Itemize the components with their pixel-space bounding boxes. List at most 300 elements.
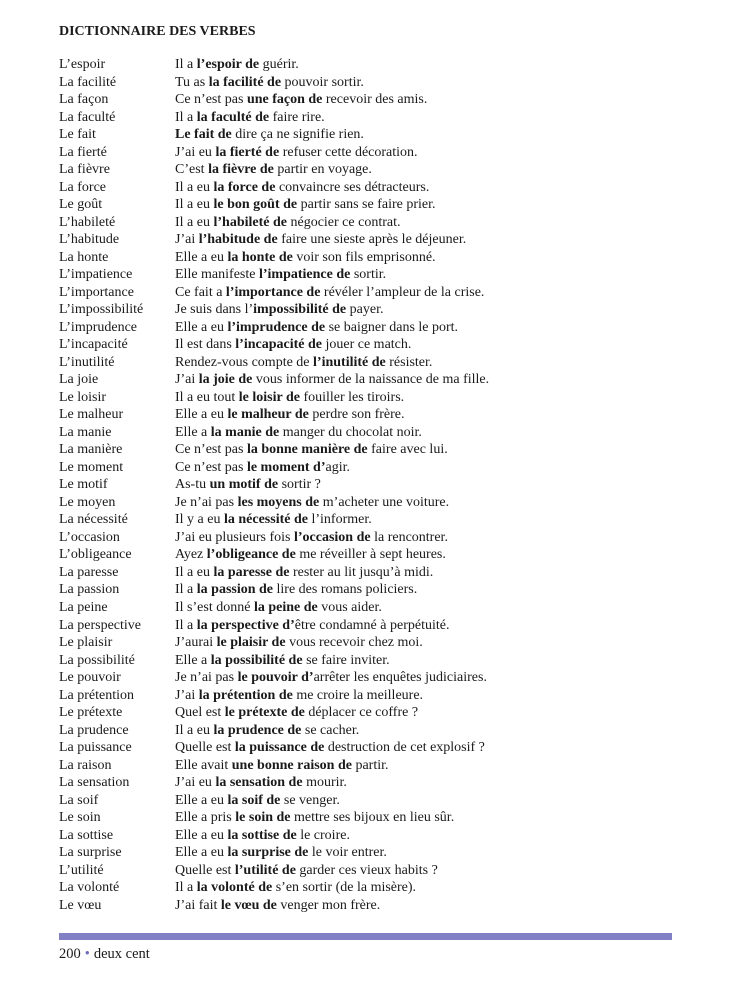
example-text: Quel est xyxy=(175,705,225,721)
example-text: Il y a eu xyxy=(175,512,224,528)
example-text: Il a xyxy=(175,109,197,125)
example-text: être condamné à perpétuité. xyxy=(294,617,450,633)
entry-row xyxy=(59,161,699,179)
entry-example xyxy=(175,214,699,232)
example-text: Il a xyxy=(175,880,197,896)
entry-row xyxy=(59,406,699,424)
example-text: le croire. xyxy=(296,827,350,843)
example-key-phrase: la perspective d’ xyxy=(196,617,295,633)
footer-bullet: • xyxy=(84,946,90,962)
example-text: Je n’ai pas xyxy=(175,670,238,686)
entry-term: La surprise xyxy=(59,845,122,861)
example-text: Il a xyxy=(175,582,197,598)
entry-row xyxy=(59,844,699,862)
example-key-phrase: la prudence de xyxy=(213,722,302,738)
example-key-phrase: le moment d’ xyxy=(246,459,326,475)
example-text: résister. xyxy=(385,354,433,370)
entry-example xyxy=(175,511,699,529)
example-text: J’aurai xyxy=(175,635,217,651)
entry-example xyxy=(175,617,699,635)
entry-row xyxy=(59,564,699,582)
entry-row xyxy=(59,126,699,144)
page-footer xyxy=(59,946,150,963)
example-text: rester au lit jusqu’à midi. xyxy=(289,564,434,580)
example-text: Elle a eu xyxy=(175,827,228,843)
entry-term: L’importance xyxy=(59,284,134,300)
example-key-phrase: la joie de xyxy=(198,372,253,388)
example-text: C’est xyxy=(175,162,209,178)
entry-example xyxy=(175,441,699,459)
entry-row xyxy=(59,354,699,372)
example-key-phrase: la bonne manière de xyxy=(246,442,368,458)
example-text: manger du chocolat noir. xyxy=(279,424,422,440)
example-text: Elle a eu xyxy=(175,249,228,265)
entry-example xyxy=(175,109,699,127)
entry-term: L’habitude xyxy=(59,232,120,248)
entry-term: La paresse xyxy=(59,564,119,580)
example-text: Il est dans xyxy=(175,337,236,353)
entry-example xyxy=(175,722,699,740)
entry-row xyxy=(59,827,699,845)
example-text: destruction de cet explosif ? xyxy=(324,740,485,756)
entry-term: L’espoir xyxy=(59,57,106,72)
example-text: déplacer ce coffre ? xyxy=(304,705,419,721)
example-text: J’ai eu xyxy=(175,775,216,791)
entry-example xyxy=(175,827,699,845)
example-text: Quelle est xyxy=(175,862,235,878)
entry-example xyxy=(175,126,699,144)
entry-row xyxy=(59,56,699,74)
entry-row xyxy=(59,599,699,617)
example-key-phrase: la honte de xyxy=(227,249,293,265)
example-key-phrase: la surprise de xyxy=(227,845,309,861)
entry-term: La raison xyxy=(59,757,112,773)
entry-term: La puissance xyxy=(59,740,132,756)
example-key-phrase: l’utilité de xyxy=(234,862,296,878)
example-key-phrase: l’importance de xyxy=(225,284,321,300)
example-key-phrase: l’occasion de xyxy=(293,529,371,545)
entry-row xyxy=(59,862,699,880)
entry-example xyxy=(175,231,699,249)
example-text: arrêter les enquêtes judiciaires. xyxy=(313,670,487,686)
example-text: J’ai eu xyxy=(175,144,216,160)
entry-row xyxy=(59,617,699,635)
example-text: me réveiller à sept heures. xyxy=(295,547,446,563)
example-text: vous informer de la naissance de ma fille. xyxy=(252,372,490,388)
example-text: Ce n’est pas xyxy=(175,442,247,458)
example-key-phrase: la facilité de xyxy=(208,74,282,90)
entry-term: L’occasion xyxy=(59,529,120,545)
entry-example xyxy=(175,529,699,547)
example-text: Il a eu tout xyxy=(175,389,239,405)
entry-term: La manière xyxy=(59,442,123,458)
example-text: Ayez xyxy=(175,547,207,563)
entry-term: Le prétexte xyxy=(59,705,123,721)
example-text: Il a eu xyxy=(175,197,214,213)
example-key-phrase: la faculté de xyxy=(196,109,270,125)
entry-term: La façon xyxy=(59,92,109,108)
entry-example xyxy=(175,809,699,827)
entry-row xyxy=(59,214,699,232)
entry-example xyxy=(175,704,699,722)
example-key-phrase: le prétexte de xyxy=(224,705,305,721)
entry-example xyxy=(175,739,699,757)
example-text: négocier ce contrat. xyxy=(286,214,401,230)
entry-example xyxy=(175,652,699,670)
entry-row xyxy=(59,581,699,599)
entry-row xyxy=(59,441,699,459)
example-text: As-tu xyxy=(175,477,210,493)
entry-example xyxy=(175,757,699,775)
entry-example xyxy=(175,406,699,424)
entry-example xyxy=(175,792,699,810)
entry-row xyxy=(59,476,699,494)
example-key-phrase: la peine de xyxy=(253,599,318,615)
entry-row xyxy=(59,809,699,827)
example-key-phrase: les moyens de xyxy=(237,494,320,510)
entry-term: L’imprudence xyxy=(59,319,138,335)
entry-row xyxy=(59,739,699,757)
entry-example xyxy=(175,897,699,915)
example-text: jouer ce match. xyxy=(321,337,412,353)
example-key-phrase: l’espoir de xyxy=(196,57,260,72)
example-text: me croire la meilleure. xyxy=(292,687,424,703)
example-text: Elle a pris xyxy=(175,810,236,826)
example-text: se faire inviter. xyxy=(302,652,390,668)
example-text: vous recevoir chez moi. xyxy=(285,635,423,651)
entry-term: L’habileté xyxy=(59,214,116,230)
entry-example xyxy=(175,389,699,407)
entry-example xyxy=(175,179,699,197)
example-text: Il a eu xyxy=(175,722,214,738)
example-text: Il a xyxy=(175,617,197,633)
entry-term: La facilité xyxy=(59,74,117,90)
entry-row xyxy=(59,494,699,512)
entry-term: Le motif xyxy=(59,477,108,493)
entry-term: Le vœu xyxy=(59,897,102,913)
example-key-phrase: l’obligeance de xyxy=(206,547,296,563)
entry-term: La passion xyxy=(59,582,120,598)
page-heading: DICTIONNAIRE DES VERBES xyxy=(59,24,256,39)
entry-term: Le fait xyxy=(59,127,96,143)
example-text: lire des romans policiers. xyxy=(273,582,418,598)
entry-example xyxy=(175,161,699,179)
entry-row xyxy=(59,266,699,284)
example-text: voir son fils emprisonné. xyxy=(292,249,436,265)
example-text: refuser cette décoration. xyxy=(279,144,418,160)
example-key-phrase: la sottise de xyxy=(227,827,297,843)
example-text: perdre son frère. xyxy=(308,407,405,423)
example-key-phrase: un motif de xyxy=(209,477,279,493)
entry-example xyxy=(175,91,699,109)
example-text: Elle a xyxy=(175,652,211,668)
example-text: Tu as xyxy=(175,74,209,90)
example-key-phrase: la fièvre de xyxy=(208,162,274,178)
entry-term: Le goût xyxy=(59,197,103,213)
entry-term: La joie xyxy=(59,372,99,388)
example-text: Quelle est xyxy=(175,740,235,756)
example-text: Elle a xyxy=(175,424,211,440)
verb-entry-list xyxy=(59,56,699,914)
example-text: mourir. xyxy=(302,775,347,791)
entry-term: La volonté xyxy=(59,880,120,896)
example-text: Il a eu xyxy=(175,179,214,195)
entry-row xyxy=(59,389,699,407)
entry-example xyxy=(175,301,699,319)
entry-term: L’impossibilité xyxy=(59,302,144,318)
example-key-phrase: l’incapacité de xyxy=(235,337,322,353)
example-key-phrase: Le fait de xyxy=(175,127,232,143)
entry-term: L’impatience xyxy=(59,267,133,283)
entry-term: La honte xyxy=(59,249,109,265)
entry-row xyxy=(59,371,699,389)
example-text: payer. xyxy=(346,302,384,318)
example-key-phrase: la force de xyxy=(213,179,276,195)
entry-example xyxy=(175,546,699,564)
entry-example xyxy=(175,459,699,477)
page-number-words: deux cent xyxy=(93,946,150,962)
entry-row xyxy=(59,529,699,547)
entry-example xyxy=(175,319,699,337)
example-key-phrase: la nécessité de xyxy=(223,512,308,528)
entry-term: L’obligeance xyxy=(59,547,132,563)
entry-example xyxy=(175,284,699,302)
example-text: sortir. xyxy=(350,267,387,283)
entry-term: La nécessité xyxy=(59,512,128,528)
entry-row xyxy=(59,792,699,810)
entry-term: La fièvre xyxy=(59,162,110,178)
entry-row xyxy=(59,897,699,915)
example-key-phrase: le malheur de xyxy=(227,407,309,423)
entry-term: Le moment xyxy=(59,459,124,475)
entry-row xyxy=(59,301,699,319)
example-key-phrase: l’habileté de xyxy=(213,214,287,230)
example-text: la rencontrer. xyxy=(370,529,448,545)
entry-term: Le plaisir xyxy=(59,635,113,651)
entry-row xyxy=(59,231,699,249)
entry-term: La force xyxy=(59,179,107,195)
example-text: partir en voyage. xyxy=(273,162,372,178)
example-key-phrase: une façon de xyxy=(246,92,323,108)
example-key-phrase: la possibilité de xyxy=(210,652,303,668)
example-text: pouvoir sortir. xyxy=(281,74,364,90)
example-key-phrase: l’inutilité de xyxy=(313,354,386,370)
entry-row xyxy=(59,511,699,529)
entry-example xyxy=(175,669,699,687)
entry-row xyxy=(59,652,699,670)
entry-term: La soif xyxy=(59,792,99,808)
entry-row xyxy=(59,74,699,92)
example-key-phrase: la sensation de xyxy=(215,775,303,791)
example-text: J’ai xyxy=(175,687,199,703)
entry-example xyxy=(175,56,699,74)
example-text: Elle manifeste xyxy=(175,267,259,283)
example-key-phrase: la fierté de xyxy=(215,144,280,160)
entry-example xyxy=(175,354,699,372)
entry-term: L’inutilité xyxy=(59,354,115,370)
example-text: vous aider. xyxy=(317,599,382,615)
example-text: agir. xyxy=(325,459,350,475)
example-text: faire rire. xyxy=(269,109,325,125)
entry-example xyxy=(175,844,699,862)
example-key-phrase: l’habitude de xyxy=(198,232,278,248)
example-text: fouiller les tiroirs. xyxy=(299,389,405,405)
entry-row xyxy=(59,879,699,897)
example-text: Elle a eu xyxy=(175,792,228,808)
entry-example xyxy=(175,564,699,582)
entry-example xyxy=(175,774,699,792)
example-text: m’acheter une voiture. xyxy=(319,494,450,510)
page-number: 200 xyxy=(59,946,81,962)
example-text: se venger. xyxy=(280,792,340,808)
entry-example xyxy=(175,862,699,880)
example-text: recevoir des amis. xyxy=(322,92,428,108)
example-text: J’ai xyxy=(175,372,199,388)
entry-term: La sensation xyxy=(59,775,130,791)
example-key-phrase: le pouvoir d’ xyxy=(237,670,314,686)
example-text: se cacher. xyxy=(301,722,360,738)
example-key-phrase: l’imprudence de xyxy=(227,319,326,335)
entry-row xyxy=(59,336,699,354)
entry-term: Le soin xyxy=(59,810,101,826)
footer-rule xyxy=(59,933,672,940)
entry-row xyxy=(59,634,699,652)
example-text: partir. xyxy=(351,757,389,773)
entry-row xyxy=(59,319,699,337)
example-text: révéler l’ampleur de la crise. xyxy=(320,284,485,300)
entry-example xyxy=(175,599,699,617)
example-key-phrase: la puissance de xyxy=(234,740,325,756)
example-key-phrase: la passion de xyxy=(196,582,274,598)
entry-example xyxy=(175,879,699,897)
example-text: Il a eu xyxy=(175,214,214,230)
entry-row xyxy=(59,546,699,564)
entry-term: Le pouvoir xyxy=(59,670,121,686)
example-key-phrase: le plaisir de xyxy=(216,635,286,651)
example-text: s’en sortir (de la misère). xyxy=(272,880,417,896)
entry-row xyxy=(59,284,699,302)
entry-row xyxy=(59,704,699,722)
example-key-phrase: la volonté de xyxy=(196,880,273,896)
entry-row xyxy=(59,459,699,477)
entry-example xyxy=(175,144,699,162)
entry-row xyxy=(59,144,699,162)
example-text: garder ces vieux habits ? xyxy=(295,862,438,878)
example-text: Ce fait a xyxy=(175,284,226,300)
entry-term: La prétention xyxy=(59,687,135,703)
example-text: sortir ? xyxy=(278,477,321,493)
example-text: Ce n’est pas xyxy=(175,92,247,108)
entry-example xyxy=(175,266,699,284)
entry-example xyxy=(175,581,699,599)
example-text: J’ai fait xyxy=(175,897,221,913)
example-text: J’ai xyxy=(175,232,199,248)
entry-example xyxy=(175,249,699,267)
example-text: guérir. xyxy=(259,57,299,72)
example-text: convaincre ses détracteurs. xyxy=(275,179,430,195)
example-text: faire une sieste après le déjeuner. xyxy=(277,232,467,248)
example-text: se baigner dans le port. xyxy=(325,319,459,335)
entry-term: La possibilité xyxy=(59,652,135,668)
entry-term: La fierté xyxy=(59,144,107,160)
example-key-phrase: le vœu de xyxy=(220,897,277,913)
example-text: faire avec lui. xyxy=(367,442,448,458)
entry-row xyxy=(59,687,699,705)
example-text: J’ai eu plusieurs fois xyxy=(175,529,294,545)
entry-row xyxy=(59,249,699,267)
example-text: l’informer. xyxy=(307,512,372,528)
entry-example xyxy=(175,494,699,512)
example-key-phrase: la prétention de xyxy=(198,687,293,703)
example-key-phrase: la manie de xyxy=(210,424,280,440)
example-text: Rendez-vous compte de xyxy=(175,354,314,370)
entry-example xyxy=(175,371,699,389)
entry-row xyxy=(59,196,699,214)
example-text: Il a xyxy=(175,57,197,72)
entry-row xyxy=(59,424,699,442)
entry-example xyxy=(175,196,699,214)
example-text: Elle a eu xyxy=(175,845,228,861)
entry-term: Le loisir xyxy=(59,389,107,405)
example-key-phrase: le bon goût de xyxy=(213,197,298,213)
entry-row xyxy=(59,774,699,792)
entry-row xyxy=(59,109,699,127)
entry-term: Le moyen xyxy=(59,494,116,510)
entry-term: L’utilité xyxy=(59,862,104,878)
entry-row xyxy=(59,91,699,109)
entry-example xyxy=(175,687,699,705)
example-text: dire ça ne signifie rien. xyxy=(231,127,364,143)
example-text: Il a eu xyxy=(175,564,214,580)
entry-example xyxy=(175,424,699,442)
entry-term: La prudence xyxy=(59,722,129,738)
example-key-phrase: le loisir de xyxy=(238,389,300,405)
entry-example xyxy=(175,634,699,652)
entry-row xyxy=(59,179,699,197)
entry-term: La manie xyxy=(59,424,112,440)
entry-row xyxy=(59,757,699,775)
example-key-phrase: la soif de xyxy=(227,792,281,808)
entry-example xyxy=(175,74,699,92)
entry-example xyxy=(175,476,699,494)
entry-row xyxy=(59,722,699,740)
entry-term: La faculté xyxy=(59,109,116,125)
entry-term: La peine xyxy=(59,599,108,615)
example-key-phrase: impossibilité de xyxy=(253,302,347,318)
example-text: le voir entrer. xyxy=(308,845,387,861)
example-key-phrase: une bonne raison de xyxy=(231,757,352,773)
entry-term: L’incapacité xyxy=(59,337,128,353)
entry-example xyxy=(175,336,699,354)
entry-row xyxy=(59,669,699,687)
example-text: venger mon frère. xyxy=(276,897,381,913)
entry-term: La perspective xyxy=(59,617,142,633)
example-text: Elle avait xyxy=(175,757,232,773)
example-text: Je suis dans l’ xyxy=(175,302,254,318)
example-key-phrase: l’impatience de xyxy=(258,267,351,283)
example-text: Ce n’est pas xyxy=(175,459,247,475)
example-text: mettre ses bijoux en lieu sûr. xyxy=(290,810,455,826)
example-text: Je n’ai pas xyxy=(175,494,238,510)
example-key-phrase: la paresse de xyxy=(213,564,290,580)
entry-term: Le malheur xyxy=(59,407,124,423)
example-key-phrase: le soin de xyxy=(235,810,291,826)
example-text: Elle a eu xyxy=(175,319,228,335)
example-text: Elle a eu xyxy=(175,407,228,423)
example-text: partir sans se faire prier. xyxy=(297,197,436,213)
entry-term: La sottise xyxy=(59,827,114,843)
example-text: Il s’est donné xyxy=(175,599,254,615)
